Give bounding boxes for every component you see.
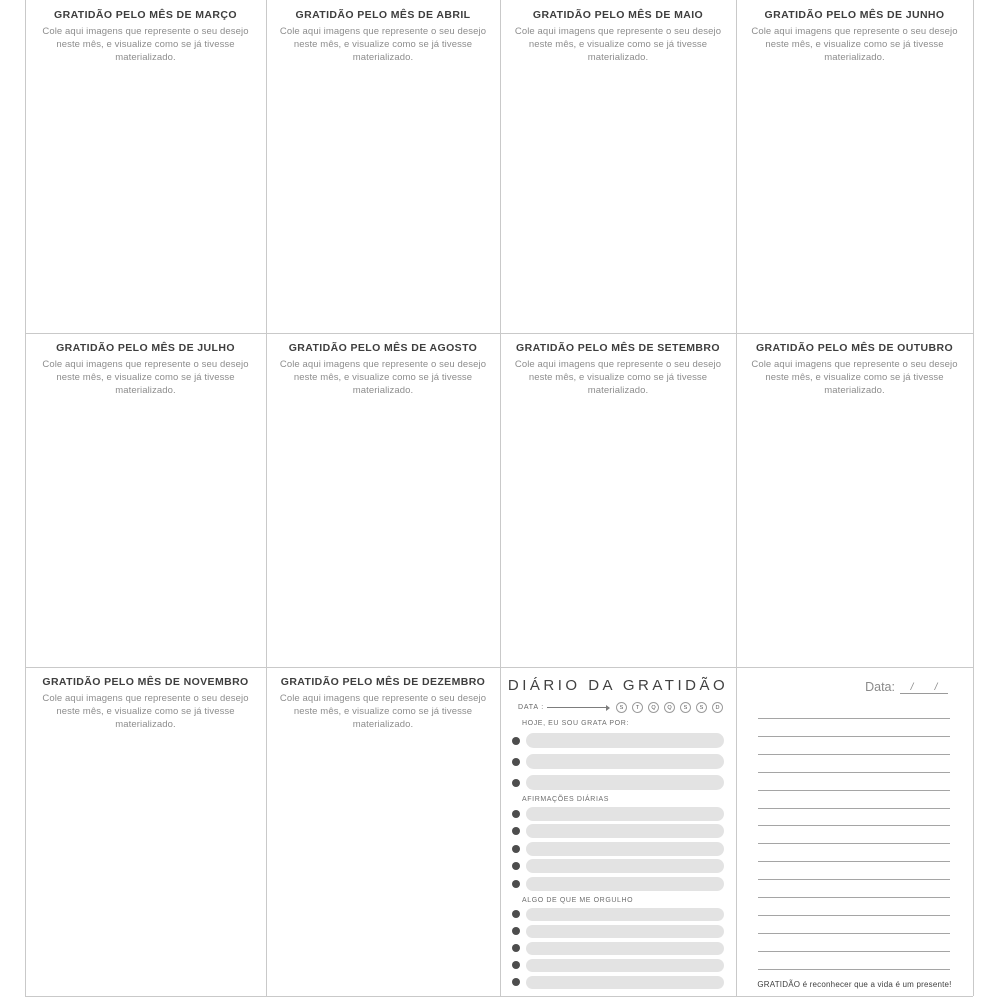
ruled-line (758, 915, 950, 916)
month-page-subtitle: Cole aqui imagens que represente o seu desejo neste mês, e visualize como se já tivesse materializado. (42, 693, 249, 730)
diary-section-label: HOJE, EU SOU GRATA POR: (522, 720, 629, 727)
entry-blank-pill (526, 976, 724, 989)
ruled-line (758, 861, 950, 862)
bullet-dot-icon (512, 944, 520, 952)
diary-entry-row (512, 807, 724, 821)
month-page-subtitle: Cole aqui imagens que represente o seu desejo neste mês, e visualize como se já tivesse materializado. (751, 26, 958, 63)
month-page-title: GRATIDÃO PELO MÊS DE MAIO (532, 9, 704, 21)
ruled-line (758, 790, 950, 791)
diary-page (500, 667, 736, 996)
diary-section-label: ALGO DE QUE ME ORGULHO (522, 896, 634, 904)
month-page-title: GRATIDÃO PELO MÊS DE AGOSTO (288, 342, 478, 354)
diary-entry-row (512, 733, 724, 748)
month-page-subtitle: Cole aqui imagens que represente o seu desejo neste mês, e visualize como se já tivesse materializado. (42, 359, 249, 396)
month-page-subtitle: Cole aqui imagens que represente o seu desejo neste mês, e visualize como se já tivesse materializado. (279, 693, 487, 730)
ruled-line (758, 969, 950, 970)
bullet-dot-icon (512, 845, 520, 853)
month-page (736, 0, 973, 333)
month-page (266, 0, 500, 333)
weekday-circle: Q (648, 702, 659, 713)
date-slash: / (910, 682, 914, 693)
month-page-subtitle: Cole aqui imagens que represente o seu desejo neste mês, e visualize como se já tivesse materializado. (751, 359, 958, 396)
diary-section-label: AFIRMAÇÕES DIÁRIAS (522, 796, 610, 803)
ruled-line (758, 808, 950, 809)
ruled-line (758, 772, 950, 773)
bullet-dot-icon (512, 978, 520, 986)
diary-date-row (518, 701, 723, 714)
month-page-subtitle: Cole aqui imagens que represente o seu desejo neste mês, e visualize como se já tivesse materializado. (279, 359, 487, 396)
month-page (500, 333, 736, 667)
month-page-subtitle: Cole aqui imagens que represente o seu desejo neste mês, e visualize como se já tivesse materializado. (42, 26, 249, 63)
diary-entry-row (512, 775, 724, 790)
diary-title: DIÁRIO DA GRATIDÃO (507, 677, 729, 694)
entry-blank-pill (526, 959, 724, 972)
ruled-line (758, 754, 950, 755)
diary-entry-row (512, 908, 724, 921)
entry-blank-pill (526, 807, 724, 821)
bullet-dot-icon (512, 737, 520, 745)
entry-blank-pill (526, 754, 724, 769)
notes-date-blank (900, 682, 948, 694)
notes-page (736, 667, 973, 996)
month-page-title: GRATIDÃO PELO MÊS DE JUNHO (764, 9, 945, 21)
month-page (25, 0, 266, 333)
month-page-subtitle: Cole aqui imagens que represente o seu desejo neste mês, e visualize como se já tivesse materializado. (279, 26, 487, 63)
bullet-dot-icon (512, 862, 520, 870)
diary-entry-row (512, 824, 724, 838)
month-page-title: GRATIDÃO PELO MÊS DE SETEMBRO (516, 342, 720, 354)
diary-entry-row (512, 925, 724, 938)
diary-section (500, 796, 736, 891)
entry-blank-pill (526, 942, 724, 955)
entry-blank-pill (526, 733, 724, 748)
month-page (500, 0, 736, 333)
diary-date-label: DATA : (518, 704, 544, 711)
month-page-subtitle: Cole aqui imagens que represente o seu desejo neste mês, e visualize como se já tivesse materializado. (514, 359, 722, 396)
bullet-dot-icon (512, 961, 520, 969)
bullet-dot-icon (512, 810, 520, 818)
month-page-title: GRATIDÃO PELO MÊS DE JULHO (56, 342, 235, 354)
weekday-circle: T (632, 702, 643, 713)
weekday-circle: S (680, 702, 691, 713)
diary-section (500, 897, 736, 989)
weekday-circles (616, 702, 723, 713)
ruled-line (758, 951, 950, 952)
month-page-title: GRATIDÃO PELO MÊS DE OUTUBRO (755, 342, 954, 354)
ruled-line (758, 897, 950, 898)
month-page-title: GRATIDÃO PELO MÊS DE ABRIL (295, 9, 471, 21)
month-page (266, 667, 500, 996)
bullet-dot-icon (512, 779, 520, 787)
ruled-line (758, 825, 950, 826)
month-page (736, 333, 973, 667)
diary-entry-row (512, 959, 724, 972)
month-page-title: GRATIDÃO PELO MÊS DE NOVEMBRO (42, 676, 249, 688)
month-page (25, 667, 266, 996)
weekday-circle: Q (664, 702, 675, 713)
bullet-dot-icon (512, 880, 520, 888)
diary-section (500, 720, 736, 790)
diary-entry-row (512, 942, 724, 955)
diary-entry-row (512, 842, 724, 856)
notes-date-label: Data: (865, 680, 895, 694)
weekday-circle: D (712, 702, 723, 713)
ruled-line (758, 879, 950, 880)
weekday-circle: S (696, 702, 707, 713)
month-page-subtitle: Cole aqui imagens que represente o seu desejo neste mês, e visualize como se já tivesse materializado. (514, 26, 722, 63)
entry-blank-pill (526, 925, 724, 938)
bullet-dot-icon (512, 758, 520, 766)
entry-blank-pill (526, 775, 724, 790)
ruled-line (758, 843, 950, 844)
entry-blank-pill (526, 859, 724, 873)
page-divider-vertical (973, 0, 974, 996)
notes-footer: GRATIDÃO é reconhecer que a vida é um presente! (757, 980, 952, 989)
entry-blank-pill (526, 824, 724, 838)
entry-blank-pill (526, 908, 724, 921)
diary-entry-row (512, 877, 724, 891)
page-divider-horizontal (25, 996, 973, 997)
entry-blank-pill (526, 842, 724, 856)
notes-date (865, 680, 948, 694)
diary-entry-row (512, 976, 724, 989)
month-page (25, 333, 266, 667)
month-page (266, 333, 500, 667)
month-page-title: GRATIDÃO PELO MÊS DE DEZEMBRO (280, 676, 486, 688)
diary-sections (500, 720, 736, 989)
diary-entry-row (512, 859, 724, 873)
weekday-circle: S (616, 702, 627, 713)
date-slash: / (934, 682, 938, 693)
ruled-line (758, 933, 950, 934)
month-page-title: GRATIDÃO PELO MÊS DE MARÇO (54, 9, 237, 21)
ruled-line (758, 736, 950, 737)
date-arrow-line (547, 707, 609, 708)
ruled-line (758, 718, 950, 719)
bullet-dot-icon (512, 927, 520, 935)
entry-blank-pill (526, 877, 724, 891)
bullet-dot-icon (512, 910, 520, 918)
diary-entry-row (512, 754, 724, 769)
bullet-dot-icon (512, 827, 520, 835)
